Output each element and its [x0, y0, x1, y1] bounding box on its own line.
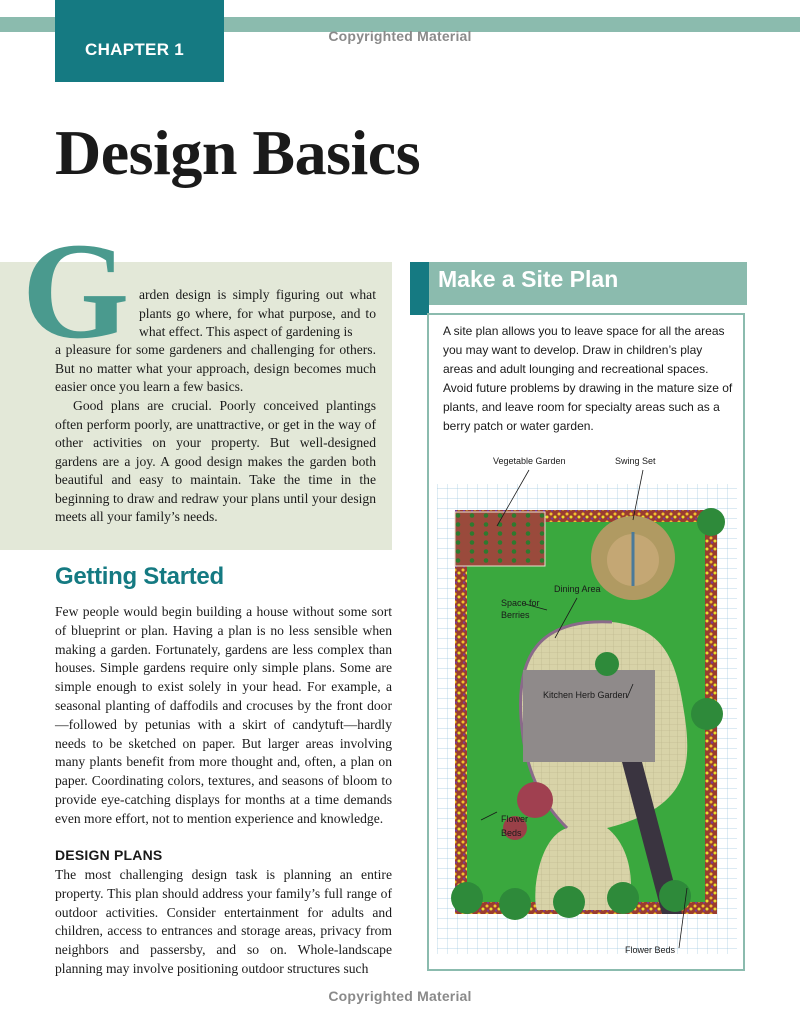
label-flower-beds-left-1: Flower: [501, 814, 529, 824]
tree-2: [499, 888, 531, 920]
watermark-top: Copyrighted Material: [328, 28, 472, 44]
drop-cap: G: [22, 214, 130, 367]
intro-paragraph-2: Good plans are crucial. Poorly conceived plantings often perform poorly, are unattractive, or get in the way of other activities on your property. But well-designed gardens are a joy. A good design makes the garden both beautiful and easy to maintain. Take the time in the beginning to draw and redraw your plans until your design meets all your family’s needs.: [55, 398, 376, 524]
tree-1: [451, 882, 483, 914]
getting-started-paragraph: Few people would begin building a house without some sort of blueprint or plan. Having a plan is no less sensible when making a garden. Fortunately, gardens are less complex than houses. Simple gardens require only simple plans. Some are simple enough to exist solely in your head. For example, a seasonal planting of daffodils and crocuses by the front door—followed by petunias with a skirt of candytuft—hardly needs to be sketched on paper. But larger areas involving many plants benefit from more thought and, often, a plan on paper. Coordinating colors, textures, and seasons of bloom to provide eye-catching displays for months at a time demands even more effort, not to mention experience and knowledge.: [55, 604, 392, 826]
sidebar-text: A site plan allows you to leave space for all the areas you may want to develop. Draw in children’s play areas and adult lounging and recreational spaces. Avoid future problems by drawing in the mature size of plants, and leave room for specialty areas such as a berry patch or water garden.: [443, 324, 733, 433]
label-kitchen-herb-garden: Kitchen Herb Garden: [543, 690, 628, 700]
sub-heading-design-plans: DESIGN PLANS: [55, 847, 163, 863]
page-title: Design Basics: [55, 117, 421, 188]
tree-8: [595, 652, 619, 676]
design-plans-paragraph: The most challenging design task is planning an entire property. This plan should address your family’s full range of outdoor activities. Consider entertainment for adults and children, access to entrances and storage areas, privacy from neighbors and passersby, and so on. Whole-landscape planning may involve positioning outdoor structures such: [55, 867, 392, 976]
label-space-for-berries-1: Space for: [501, 598, 540, 608]
label-flower-beds-bottom: Flower Beds: [625, 945, 676, 955]
tree-7: [697, 508, 725, 536]
tree-6: [691, 698, 723, 730]
tree-4: [607, 882, 639, 914]
intro-paragraph-1-rest: a pleasure for some gardeners and challenging for others. But no matter what your approach, design becomes much easier once you learn a few basics.: [55, 342, 376, 394]
chapter-label: CHAPTER 1: [85, 40, 185, 59]
label-dining-area: Dining Area: [554, 584, 601, 594]
shrub-1: [517, 782, 553, 818]
label-vegetable-garden: Vegetable Garden: [493, 456, 566, 466]
intro-paragraph-1-start: arden design is simply figuring out what plants go where, for what purpose, and to what effect. This aspect of gardening is: [139, 287, 376, 339]
house-roof: [523, 670, 655, 762]
sidebar-title: Make a Site Plan: [438, 266, 619, 292]
label-flower-beds-left-2: Beds: [501, 828, 522, 838]
sidebar-header-accent: [410, 262, 429, 315]
section-heading-getting-started: Getting Started: [55, 563, 224, 590]
label-space-for-berries-2: Berries: [501, 610, 530, 620]
watermark-bottom: Copyrighted Material: [328, 988, 472, 1004]
tree-3: [553, 886, 585, 918]
site-plan-illustration: [437, 448, 737, 963]
label-swing-set: Swing Set: [615, 456, 656, 466]
